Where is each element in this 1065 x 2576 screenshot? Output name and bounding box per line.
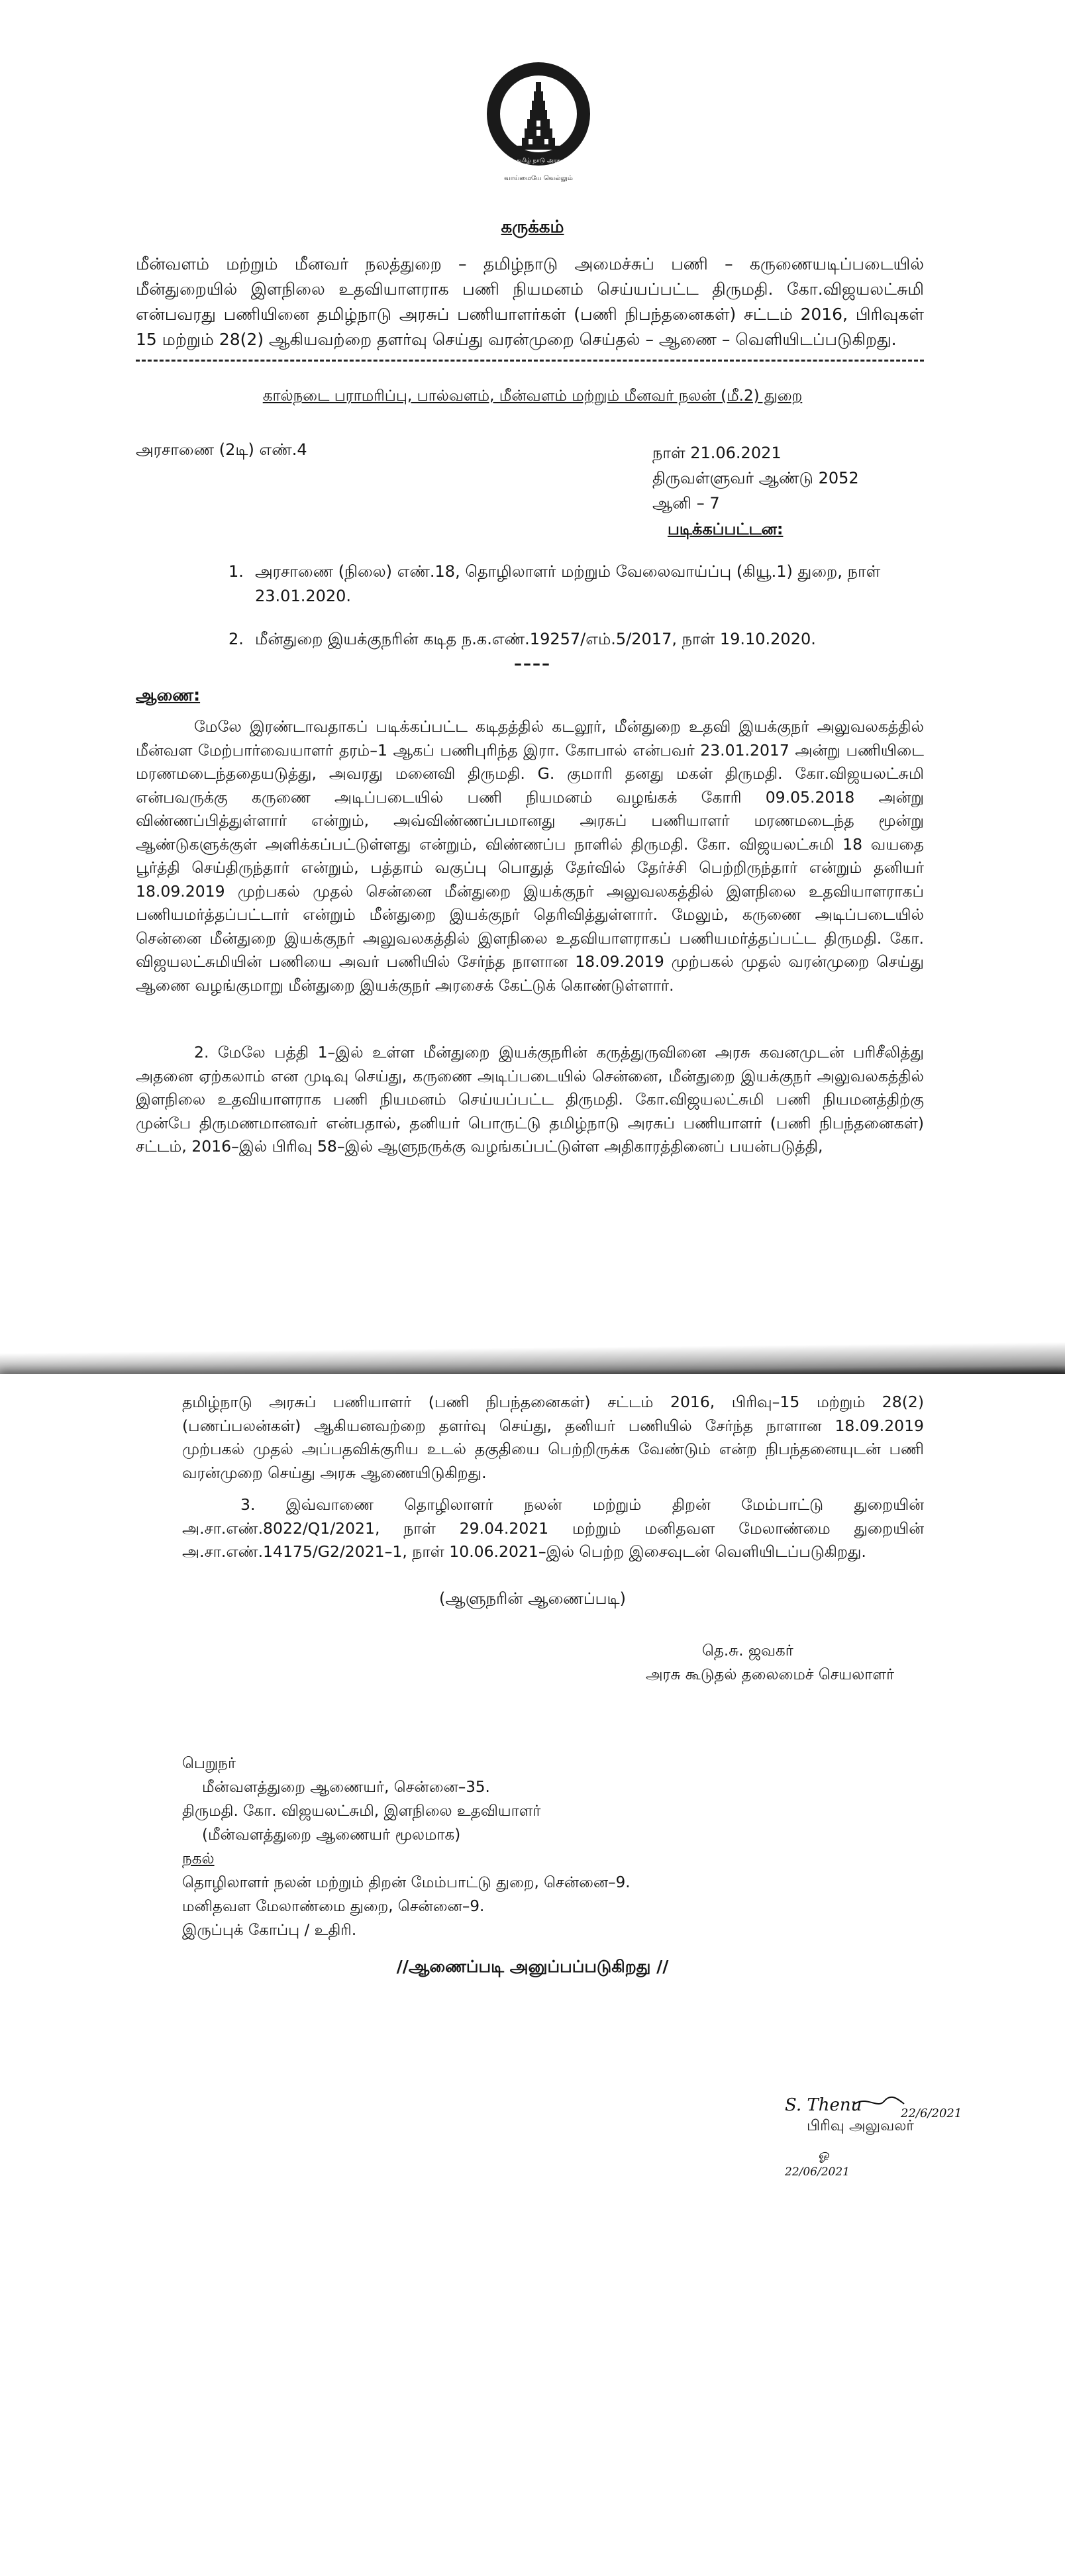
reference-item <box>228 627 931 652</box>
distribution-block <box>182 1752 631 1942</box>
document-heading: கருக்கம் <box>501 217 564 237</box>
signatory-designation: அரசு கூடுதல் தலைமைச் செயலாளர் <box>646 1666 895 1683</box>
reference-number: 2. <box>228 630 244 648</box>
order-date: நாள் 21.06.2021 <box>652 444 782 462</box>
section-separator: –––– <box>514 654 551 673</box>
reference-number: 1. <box>228 562 244 581</box>
copy-item: இருப்புக் கோப்பு / உதிரி. <box>182 1922 357 1939</box>
recipients-heading: பெறுநர் <box>182 1755 236 1772</box>
references-list <box>228 560 931 670</box>
emblem-caption: வாய்மையே வெல்லும் <box>504 175 573 182</box>
copy-item: மனிதவள மேலாண்மை துறை, சென்னை–9. <box>182 1898 485 1915</box>
government-order-number: அரசாணை (2டி) எண்.4 <box>136 440 307 459</box>
date-block <box>652 440 859 516</box>
section-officer-label: பிரிவு அலுவலர் <box>807 2118 914 2134</box>
order-paragraph-3: 3. இவ்வாணை தொழிலாளர் நலன் மற்றும் திறன் மேம்பாட்டு துறையின் அ.சா.எண்.8022/Q1/2021, நாள் 29.04.2021 மற்றும் மனிதவள மேலாண்மை துறையின் அ.சா.எண்.14175/G2/2021–1, நாள் 10.06.2021–இல் பெற்ற இசைவுடன் வெளியிடப்படுகிறது. <box>182 1495 924 1561</box>
by-order-of-governor: (ஆளுநரின் ஆணைப்படி) <box>438 1589 627 1608</box>
forwarded-line: //ஆணைப்படி அனுப்பப்படுகிறது // <box>396 1957 669 1976</box>
order-paragraph-1: மேலே இரண்டாவதாகப் படிக்கப்பட்ட கடிதத்தில் கடலூர், மீன்துறை உதவி இயக்குநர் அலுவலகத்தில் மீன்வள மேற்பார்வையாளர் தரம்–1 ஆகப் பணிபுரிந்த இரா. கோபால் என்பவர் 23.01.2017 அன்று பணியிடை மரணமடைந்ததையடுத்து, அவரது மனைவி திருமதி. G. குமாரி தனது மகள் திருமதி. கோ.விஜயலட்சுமி என்பவருக்கு கருணை அடிப்படையில் பணி நியமனம் வழங்கக் கோரி 09.05.2018 அன்று விண்ணப்பித்துள்ளார் என்றும், அவ்விண்ணப்பமானது அரசுப் பணியாளர் மரணமடைந்த மூன்று ஆண்டுகளுக்குள் அளிக்கப்பட்டுள்ளது என்றும், விண்ணப்ப நாளில் திருமதி. கோ. விஜயலட்சுமி 18 வயதை பூர்த்தி செய்திருந்தார் என்றும், பத்தாம் வகுப்பு பொதுத் தேர்வில் தேர்ச்சி பெற்றிருந்தார் என்றும் தனியர் 18.09.2019 முற்பகல் முதல் சென்னை மீன்துறை இயக்குநர் அலுவலகத்தில் இளநிலை உதவியாளராகப் பணியமர்த்தப்பட்டார் என்றும் மீன்துறை இயக்குநர் தெரிவித்துள்ளார். மேலும், கருணை அடிப்படையில் சென்னை மீன்துறை இயக்குநர் அலுவலகத்தில் இளநிலை உதவியாளராகப் பணியமர்த்தப்பட்ட திருமதி. கோ. விஜயலட்சுமியின் பணியை அவர் பணியில் சேர்ந்த நாளான 18.09.2019 முற்பகல் முதல் வரன்முறை செய்து ஆணை வழங்குமாறு மீன்துறை இயக்குநர் அரசைக் கேட்டுக் கொண்டுள்ளார். <box>136 717 924 995</box>
order-heading: ஆணை: <box>136 685 201 705</box>
signature-name: S. Thenu <box>785 2095 862 2115</box>
svg-text:ஓ: ஓ <box>818 2146 829 2162</box>
signatory-name: தெ.சு. ஜவகர் <box>702 1642 793 1660</box>
signature-date-2: 22/06/2021 <box>785 2165 850 2179</box>
subject-text: மீன்வளம் மற்றும் மீனவர் நலத்துறை – தமிழ்நாடு அமைச்சுப் பணி – கருணையடிப்படையில் மீன்துறையில் இளநிலை உதவியாளராக பணி நியமனம் செய்யப்பட்ட திருமதி. கோ.விஜயலட்சுமி என்பவரது பணியினை தமிழ்நாடு அரசுப் பணியாளர்கள் (பணி நிபந்தனைகள்) சட்டம் 2016, பிரிவுகள் 15 மற்றும் 28(2) ஆகியவற்றை தளர்வு செய்து வரன்முறை செய்தல் – ஆணை – வெளியிடப்படுகிறது. <box>136 254 924 349</box>
tamilnadu-emblem-icon <box>482 60 595 212</box>
recipient-item: மீன்வளத்துறை ஆணையர், சென்னை–35. <box>202 1779 490 1796</box>
order-paragraph-2: 2. மேலே பத்தி 1–இல் உள்ள மீன்துறை இயக்குநரின் கருத்துருவினை அரசு கவனமுடன் பரிசீலித்து அதனை ஏற்கலாம் என முடிவு செய்து, கருணை அடிப்படையில் சென்னை, மீன்துறை இயக்குநர் அலுவலகத்தில் இளநிலை உதவியாளராக பணி நியமனம் செய்யப்பட்ட திருமதி. கோ.விஜயலட்சுமி பணி நியமனத்திற்கு முன்பே திருமணமானவர் என்பதால், தனியர் பொருட்டு தமிழ்நாடு அரசுப் பணியாளர் (பணி நிபந்தனைகள்) சட்டம், 2016–இல் பிரிவு 58–இல் ஆளுநருக்கு வழங்கப்பட்டுள்ள அதிகாரத்தினைப் பயன்படுத்தி, <box>136 1043 924 1156</box>
reference-item <box>228 560 931 609</box>
reference-text: அரசாணை (நிலை) எண்.18, தொழிலாளர் மற்றும் வேலைவாய்ப்பு (கியூ.1) துறை, நாள் 23.01.2020. <box>255 562 881 605</box>
department-name: கால்நடை பராமரிப்பு, பால்வளம், மீன்வளம் மற்றும் மீனவர் நலன் (மீ.2) துறை <box>262 387 803 405</box>
recipient-item: திருமதி. கோ. விஜயலட்சுமி, இளநிலை உதவியாளர் <box>182 1803 541 1820</box>
signatory-block <box>646 1639 894 1687</box>
read-heading: படிக்கப்பட்டன: <box>668 520 784 538</box>
tamil-month: ஆனி – 7 <box>652 494 720 513</box>
copy-item: தொழிலாளர் நலன் மற்றும் திறன் மேம்பாட்டு துறை, சென்னை–9. <box>182 1874 631 1891</box>
copy-heading: நகல் <box>182 1850 215 1867</box>
svg-text:தமிழ் நாடு அரசு: தமிழ் நாடு அரசு <box>516 158 561 164</box>
order-paragraph-2-continued: தமிழ்நாடு அரசுப் பணியாளர் (பணி நிபந்தனைகள்) சட்டம் 2016, பிரிவு–15 மற்றும் 28(2) (பணப்பலன்கள்) ஆகியனவற்றை தளர்வு செய்து, தனியர் பணியில் சேர்ந்த நாளான 18.09.2019 முற்பகல் முதல் அப்பதவிக்குரிய உடல் தகுதியை பெற்றிருக்க வேண்டும் என்ற நிபந்தனையுடன் பணி வரன்முறை செய்து அரசு ஆணையிடுகிறது. <box>182 1393 924 1482</box>
reference-text: மீன்துறை இயக்குநரின் கடித ந.க.எண்.19257/எம்.5/2017, நாள் 19.10.2020. <box>255 630 816 648</box>
signature-date: 22/6/2021 <box>901 2106 962 2120</box>
tamil-year: திருவள்ளுவர் ஆண்டு 2052 <box>652 469 859 487</box>
dashed-divider <box>136 360 924 362</box>
recipient-item: (மீன்வளத்துறை ஆணையர் மூலமாக) <box>202 1826 461 1844</box>
